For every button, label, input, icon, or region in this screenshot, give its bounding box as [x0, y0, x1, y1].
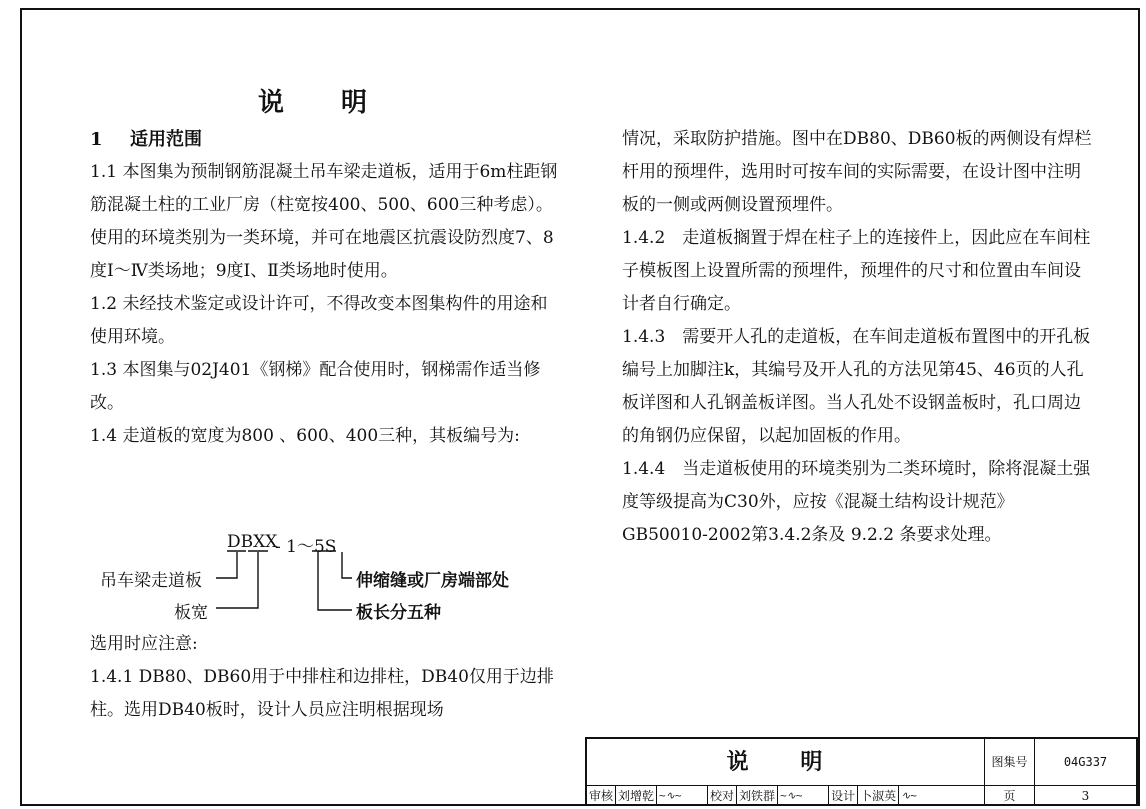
section-heading: [90, 123, 560, 156]
left-column: [90, 123, 560, 453]
check-name: 刘铁群: [737, 786, 778, 806]
section-number: 1: [90, 129, 103, 150]
paragraph-1-4-3: 1.4.3 需要开人孔的走道板，在车间走道板布置图中的开孔板编号上加脚注k，其编号及开人孔的方法见第45、46页的人孔板详图和人孔钢盖板详图。当人孔处不设钢盖板时，孔口周边的角钢仍应保留，以起加固板的作用。: [622, 327, 1091, 446]
design-name: 卜淑英: [858, 786, 899, 806]
signature-row: [587, 786, 985, 806]
page-label: 页: [985, 786, 1035, 806]
page-number: 3: [1081, 789, 1090, 803]
code-prefix: DBXX: [227, 532, 278, 552]
paragraph-1-4-1: 1.4.1 DB80、DB60用于中排柱和边排柱，DB40仅用于边排柱。选用DB40板时，设计人员应注明根据现场: [90, 667, 554, 720]
section-title: 适用范围: [130, 129, 202, 150]
review-signature: ~∿~: [657, 786, 708, 806]
right-column: [622, 123, 1092, 552]
paragraph-1-4: 1.4 走道板的宽度为800 、600、400三种，其板编号为:: [90, 426, 520, 446]
atlas-number-label: 图集号: [985, 739, 1035, 786]
label-board-width: 板宽: [174, 603, 208, 623]
label-board-length: 板长分五种: [356, 603, 441, 623]
check-signature: ~∿~: [778, 786, 829, 806]
paragraph-1-1: 1.1 本图集为预制钢筋混凝土吊车梁走道板，适用于6m柱距钢筋混凝土柱的工业厂房（柱宽按400、500、600三种考虑）。使用的环境类别为一类环境，并可在地震区抗震设防烈度7、8度Ⅰ～Ⅳ类场地；9度Ⅰ、Ⅱ类场地时使用。: [90, 162, 558, 281]
paragraph-1-2: 1.2 未经技术鉴定或设计许可，不得改变本图集构件的用途和使用环境。: [90, 294, 548, 347]
selection-note: 选用时应注意:: [90, 634, 198, 654]
design-label: 设计: [829, 786, 858, 806]
page-title: 说 明: [258, 88, 392, 118]
code-diagram: [90, 530, 560, 630]
paragraph-1-4-2: 1.4.2 走道板搁置于焊在柱子上的连接件上，因此应在车间柱子模板图上设置所需的预埋件，预埋件的尺寸和位置由车间设计者自行确定。: [622, 228, 1091, 314]
paragraph-continued: 情况，采取防护措施。图中在DB80、DB60板的两侧设有焊栏杆用的预埋件，选用时可按车间的实际需要，在设计图中注明板的一侧或两侧设置预埋件。: [622, 129, 1092, 215]
label-beam-walkway: 吊车梁走道板: [100, 571, 202, 591]
paragraph-1-4-4: 1.4.4 当走道板使用的环境类别为二类环境时，除将混凝土强度等级提高为C30外，应按《混凝土结构设计规范》GB50010-2002第3.4.2条及 9.2.2 条要求处理。: [622, 459, 1091, 545]
review-label: 审核: [587, 786, 616, 806]
title-block: [585, 737, 1138, 806]
left-column-bottom: [90, 628, 560, 727]
label-expansion-joint: 伸缩缝或厂房端部处: [356, 571, 509, 591]
review-name: 刘增乾: [616, 786, 657, 806]
design-signature: ∿~: [901, 789, 917, 802]
title-block-title: 说 明: [587, 739, 985, 786]
atlas-number: 04G337: [1035, 739, 1136, 786]
check-label: 校对: [708, 786, 737, 806]
code-suffix: - 1～5S: [275, 537, 337, 557]
paragraph-1-3: 1.3 本图集与02J401《钢梯》配合使用时，钢梯需作适当修改。: [90, 360, 541, 413]
